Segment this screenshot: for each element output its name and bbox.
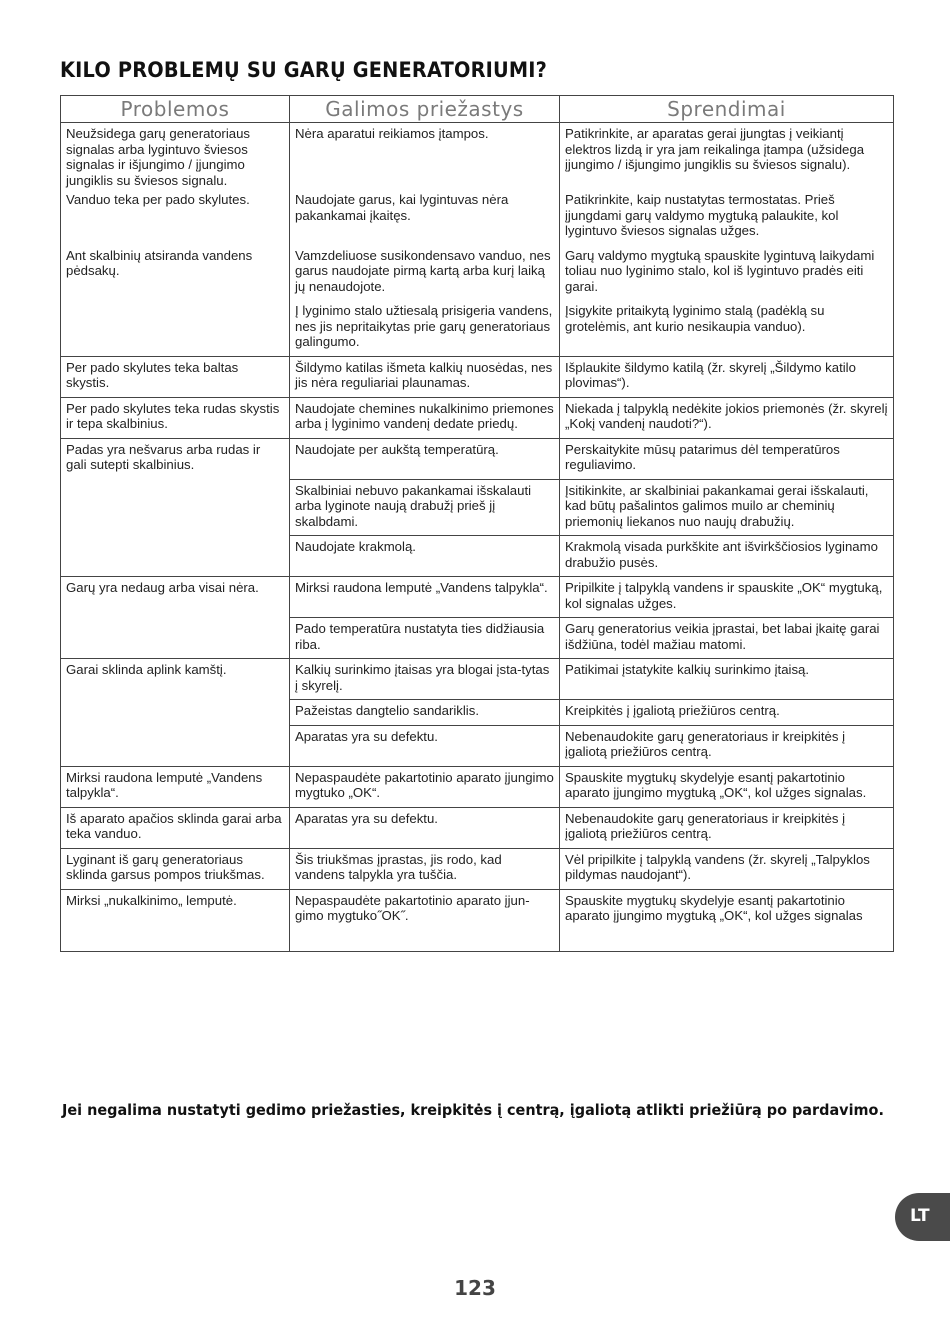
solution-cell: Vėl pripilkite į talpyklą vandens (žr. skyrelį „Talpyklos pildymas naudojant“). bbox=[560, 848, 894, 889]
problem-cell: Neužsidega garų generatoriaus signalas arba lygintuvo šviesos signalas ir išjungimo / įjungimo jungiklis su šviesos signalu. bbox=[61, 123, 290, 190]
solution-cell: Pripilkite į talpyklą vandens ir spauskite „OK“ mygtuką, kol signalas užges. bbox=[560, 577, 894, 618]
solution-cell: Spauskite mygtukų skydelyje esantį pakartotinio aparato įjungimo mygtuką „OK“, kol užges signalas bbox=[560, 889, 894, 951]
table-row bbox=[61, 577, 894, 618]
problem-cell: Garų yra nedaug arba visai nėra. bbox=[61, 577, 290, 618]
language-tab-label: LT bbox=[910, 1206, 930, 1226]
header-causes: Galimos priežastys bbox=[290, 96, 560, 123]
table-header-row bbox=[61, 96, 894, 123]
solution-cell: Patikrinkite, kaip nustatytas termostatas. Prieš įjungdami garų valdymo mygtuką palaukite, kol lygintuvo šviesos signalas užges. bbox=[560, 189, 894, 245]
cause-cell: Šis triukšmas įprastas, jis rodo, kad vandens talpykla yra tuščia. bbox=[290, 848, 560, 889]
table-row bbox=[61, 700, 894, 726]
table-row bbox=[61, 123, 894, 190]
problem-cell: Per pado skylutes teka rudas skystis ir tepa skalbinius. bbox=[61, 397, 290, 438]
problem-cell: Lyginant iš garų generatoriaus sklinda garsus pompos triukšmas. bbox=[61, 848, 290, 889]
cause-cell: Pado temperatūra nustatyta ties didžiausia riba. bbox=[290, 618, 560, 659]
cause-cell: Į lyginimo stalo užtiesalą prisigeria vandens, nes jis nepritaikytas prie garų generatoriaus galingumo. bbox=[290, 300, 560, 356]
solution-cell: Nebenaudokite garų generatoriaus ir kreipkitės į įgaliotą priežiūros centrą. bbox=[560, 725, 894, 766]
solution-cell: Įsitikinkite, ar skalbiniai pakankamai gerai išskalauti, kad būtų pašalintos galimos muilo ar cheminių priemonių liekanos nuo naujų drabužių. bbox=[560, 479, 894, 536]
problem-cell: Mirksi raudona lemputė „Vandens talpykla“. bbox=[61, 766, 290, 807]
table-row bbox=[61, 848, 894, 889]
problem-cell bbox=[61, 618, 290, 659]
table-row bbox=[61, 397, 894, 438]
table-row bbox=[61, 356, 894, 397]
cause-cell: Pažeistas dangtelio sandariklis. bbox=[290, 700, 560, 726]
header-solutions: Sprendimai bbox=[560, 96, 894, 123]
solution-cell: Įsigykite pritaikytą lyginimo stalą (padėklą su grotelėmis, ant kurio nesikaupia vanduo). bbox=[560, 300, 894, 356]
cause-cell: Nepaspaudėte pakartotinio aparato įjun-gimo mygtuko˝OK˝. bbox=[290, 889, 560, 951]
solution-cell: Patikrinkite, ar aparatas gerai įjungtas į veikiantį elektros lizdą ir yra jam reikalinga įtampa (užsidega įjungimo / išjungimo jungiklis su šviesos signalu). bbox=[560, 123, 894, 190]
table-row bbox=[61, 245, 894, 301]
solution-cell: Niekada į talpyklą nedėkite jokios priemonės (žr. skyrelį „Kokį vandenį naudoti?“). bbox=[560, 397, 894, 438]
problem-cell: Per pado skylutes teka baltas skystis. bbox=[61, 356, 290, 397]
cause-cell: Skalbiniai nebuvo pakankamai išskalauti arba lyginote naują drabužį prieš jį skalbdami. bbox=[290, 479, 560, 536]
table-row bbox=[61, 189, 894, 245]
solution-cell: Spauskite mygtukų skydelyje esantį pakartotinio aparato įjungimo mygtuką „OK“, kol užges signalas. bbox=[560, 766, 894, 807]
solution-cell: Garų generatorius veikia įprastai, bet labai įkaitę garai išdžiūna, todėl mažiau matomi. bbox=[560, 618, 894, 659]
solution-cell: Kreipkitės į įgaliotą priežiūros centrą. bbox=[560, 700, 894, 726]
solution-cell: Nebenaudokite garų generatoriaus ir kreipkitės į įgaliotą priežiūros centrą. bbox=[560, 807, 894, 848]
problem-cell bbox=[61, 536, 290, 577]
cause-cell: Naudojate krakmolą. bbox=[290, 536, 560, 577]
table-row bbox=[61, 300, 894, 356]
cause-cell: Kalkių surinkimo įtaisas yra blogai įsta-tytas į skyrelį. bbox=[290, 659, 560, 700]
solution-cell: Patikimai įstatykite kalkių surinkimo įtaisą. bbox=[560, 659, 894, 700]
problem-cell bbox=[61, 725, 290, 766]
cause-cell: Mirksi raudona lemputė „Vandens talpykla“. bbox=[290, 577, 560, 618]
solution-cell: Garų valdymo mygtuką spauskite lygintuvą laikydami toliau nuo lyginimo stalo, kol iš lygintuvo pradės eiti garai. bbox=[560, 245, 894, 301]
solution-cell: Perskaitykite mūsų patarimus dėl temperatūros reguliavimo. bbox=[560, 438, 894, 479]
problem-cell bbox=[61, 700, 290, 726]
problem-cell: Mirksi „nukalkinimo„ lemputė. bbox=[61, 889, 290, 951]
language-tab bbox=[895, 1193, 950, 1241]
cause-cell: Naudojate chemines nukalkinimo priemones arba į lyginimo vandenį dedate priedų. bbox=[290, 397, 560, 438]
table-row bbox=[61, 889, 894, 951]
problem-cell: Ant skalbinių atsiranda vandens pėdsakų. bbox=[61, 245, 290, 301]
cause-cell: Nepaspaudėte pakartotinio aparato įjungimo mygtuko „OK“. bbox=[290, 766, 560, 807]
problem-cell: Padas yra nešvarus arba rudas ir gali sutepti skalbinius. bbox=[61, 438, 290, 479]
troubleshooting-table bbox=[60, 95, 894, 952]
solution-cell: Krakmolą visada purkškite ant išvirkščiosios lyginamo drabužio pusės. bbox=[560, 536, 894, 577]
solution-cell: Išplaukite šildymo katilą (žr. skyrelį „Šildymo katilo plovimas“). bbox=[560, 356, 894, 397]
table-row bbox=[61, 766, 894, 807]
problem-cell: Garai sklinda aplink kamštį. bbox=[61, 659, 290, 700]
cause-cell: Naudojate per aukštą temperatūrą. bbox=[290, 438, 560, 479]
problem-cell bbox=[61, 300, 290, 356]
cause-cell: Naudojate garus, kai lygintuvas nėra pakankamai įkaitęs. bbox=[290, 189, 560, 245]
cause-cell: Nėra aparatui reikiamos įtampos. bbox=[290, 123, 560, 190]
cause-cell: Aparatas yra su defektu. bbox=[290, 807, 560, 848]
cause-cell: Vamzdeliuose susikondensavo vanduo, nes garus naudojate pirmą kartą arba kurį laiką jų nenaudojote. bbox=[290, 245, 560, 301]
table-row bbox=[61, 438, 894, 479]
table-row bbox=[61, 479, 894, 536]
table-row bbox=[61, 618, 894, 659]
page-number: 123 bbox=[454, 1276, 496, 1300]
table-row bbox=[61, 536, 894, 577]
table-row bbox=[61, 659, 894, 700]
table-row bbox=[61, 725, 894, 766]
problem-cell: Iš aparato apačios sklinda garai arba teka vanduo. bbox=[61, 807, 290, 848]
problem-cell: Vanduo teka per pado skylutes. bbox=[61, 189, 290, 245]
cause-cell: Aparatas yra su defektu. bbox=[290, 725, 560, 766]
footer-note: Jei negalima nustatyti gedimo priežasties, kreipkitės į centrą, įgaliotą atlikti priežiūrą po pardavimo. bbox=[62, 1101, 884, 1119]
page-title: KILO PROBLEMŲ SU GARŲ GENERATORIUMI? bbox=[60, 58, 548, 82]
cause-cell: Šildymo katilas išmeta kalkių nuosėdas, nes jis nėra reguliariai plaunamas. bbox=[290, 356, 560, 397]
problem-cell bbox=[61, 479, 290, 536]
table-row bbox=[61, 807, 894, 848]
header-problems: Problemos bbox=[61, 96, 290, 123]
